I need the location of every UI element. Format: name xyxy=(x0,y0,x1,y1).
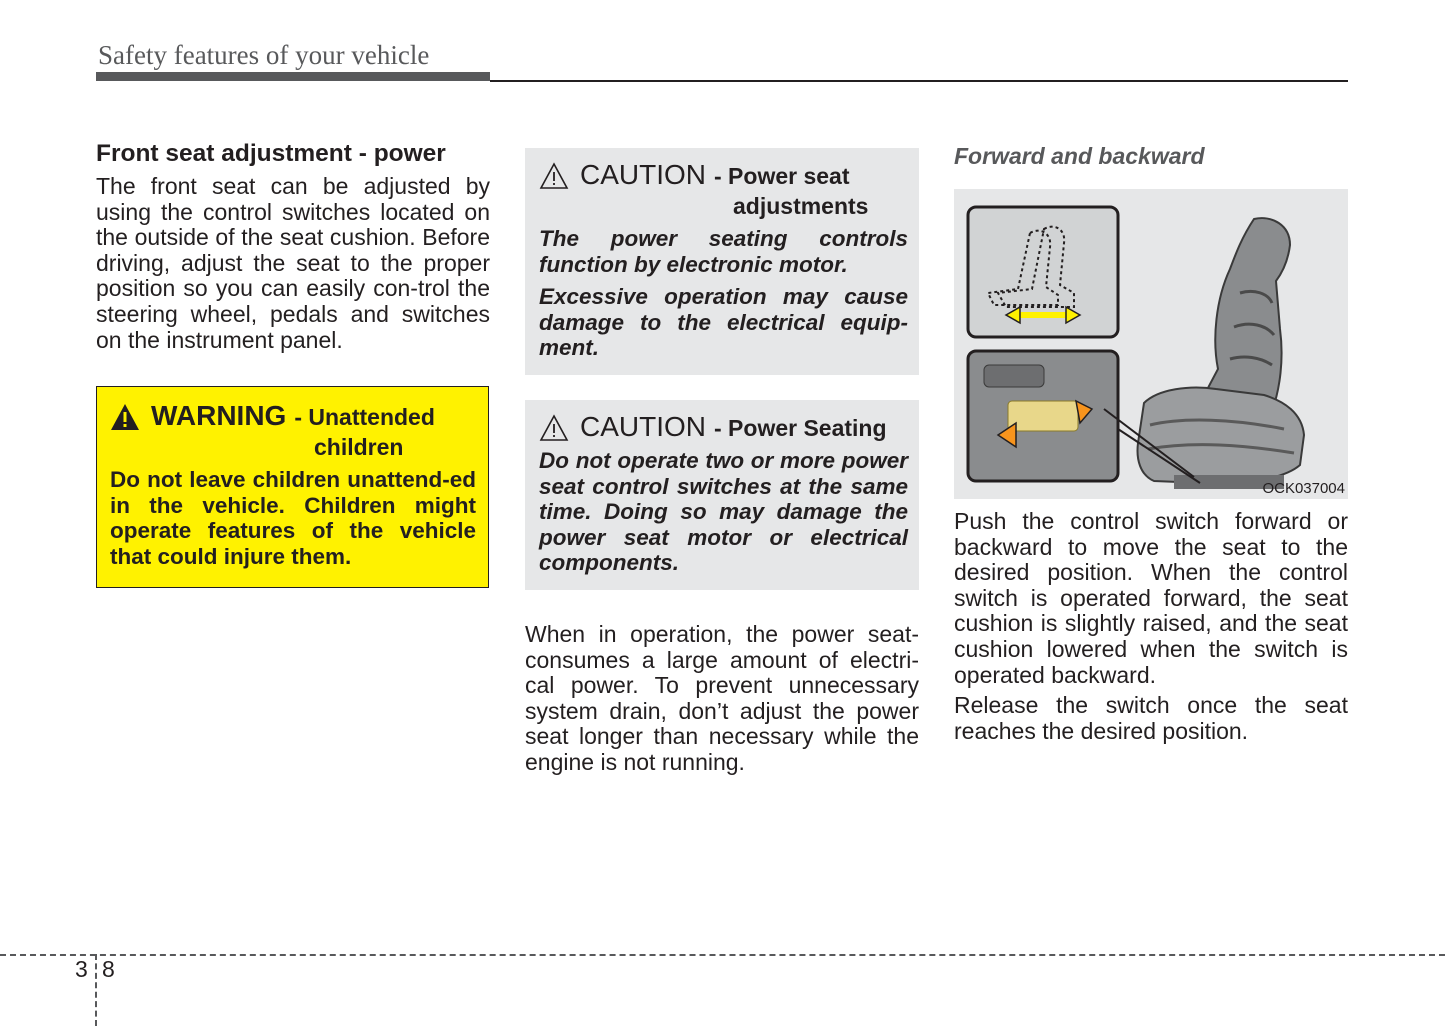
warning-header xyxy=(110,401,476,461)
footer-dashed-divider xyxy=(95,954,97,1026)
figure-code: OCK037004 xyxy=(1262,480,1345,497)
caution-subtitle-line1: - Power seat xyxy=(714,163,850,189)
header-rule-thick xyxy=(96,72,490,81)
warning-text: Do not leave children unattend-ed in the vehicle. Children might operate features of the vehicle that could injure them. xyxy=(110,467,476,569)
control-switch-paragraph: Push the control switch forward or backward to move the seat to the desired position. When the control switch is operated forward, the seat cushion is slightly raised, and the seat cushion lowered when the switch is operated backward. xyxy=(954,508,1348,688)
column-right-body xyxy=(954,509,1348,744)
warning-icon xyxy=(110,403,140,431)
warning-subtitle-line2: children xyxy=(314,434,404,460)
page-header-title: Safety features of your vehicle xyxy=(98,40,430,70)
column-right xyxy=(954,143,1348,170)
header-rule-thin xyxy=(490,80,1348,82)
caution-header xyxy=(539,412,908,442)
seat-illustration xyxy=(954,189,1348,499)
page-section-number: 3 xyxy=(75,956,88,982)
power-seat-drawing xyxy=(1138,218,1304,489)
warning-label: WARNING xyxy=(151,400,287,431)
caution-box-power-seating xyxy=(525,400,919,590)
warning-subtitle-line1: - Unattended xyxy=(294,404,435,430)
footer-dashed-rule xyxy=(0,954,1445,956)
inset-seat-outline xyxy=(968,207,1118,337)
caution-subtitle-line1: - Power Seating xyxy=(714,415,887,441)
caution-label: CAUTION xyxy=(580,159,706,190)
warning-box xyxy=(96,386,489,588)
page-number: 8 xyxy=(102,956,115,982)
seat-adjustment-figure xyxy=(954,189,1348,499)
caution-box-power-seat-adjustments xyxy=(525,148,919,375)
caution-paragraph: Do not operate two or more power seat control switches at the same time. Doing so may damage the power seat motor or electrical components. xyxy=(539,448,908,576)
caution-label: CAUTION xyxy=(580,411,706,442)
section-title: Front seat adjustment - power xyxy=(96,140,446,167)
caution-icon xyxy=(539,414,569,442)
subsection-title: Forward and backward xyxy=(954,143,1205,169)
caution-icon xyxy=(539,162,569,190)
power-consumption-paragraph: When in operation, the power seat-consumes a large amount of electri-cal power. To prevent unnecessary system drain, don’t adjust the power seat longer than necessary while the engine is not running. xyxy=(525,621,919,775)
column-middle xyxy=(525,622,919,776)
caution-paragraph: Excessive operation may cause damage to the electrical equip-ment. xyxy=(539,284,908,361)
release-switch-paragraph: Release the switch once the seat reaches the desired position. xyxy=(954,692,1348,744)
caution-paragraph: The power seating controls function by electronic motor. xyxy=(539,226,908,277)
intro-paragraph: The front seat can be adjusted by using the control switches located on the outside of the seat cushion. Before driving, adjust the seat to the proper position so you can easily con-trol the steering wheel, pedals and switches on the instrument panel. xyxy=(96,173,490,353)
column-left xyxy=(96,140,490,353)
caution-subtitle-line2: adjustments xyxy=(733,193,869,219)
caution-header xyxy=(539,160,908,220)
